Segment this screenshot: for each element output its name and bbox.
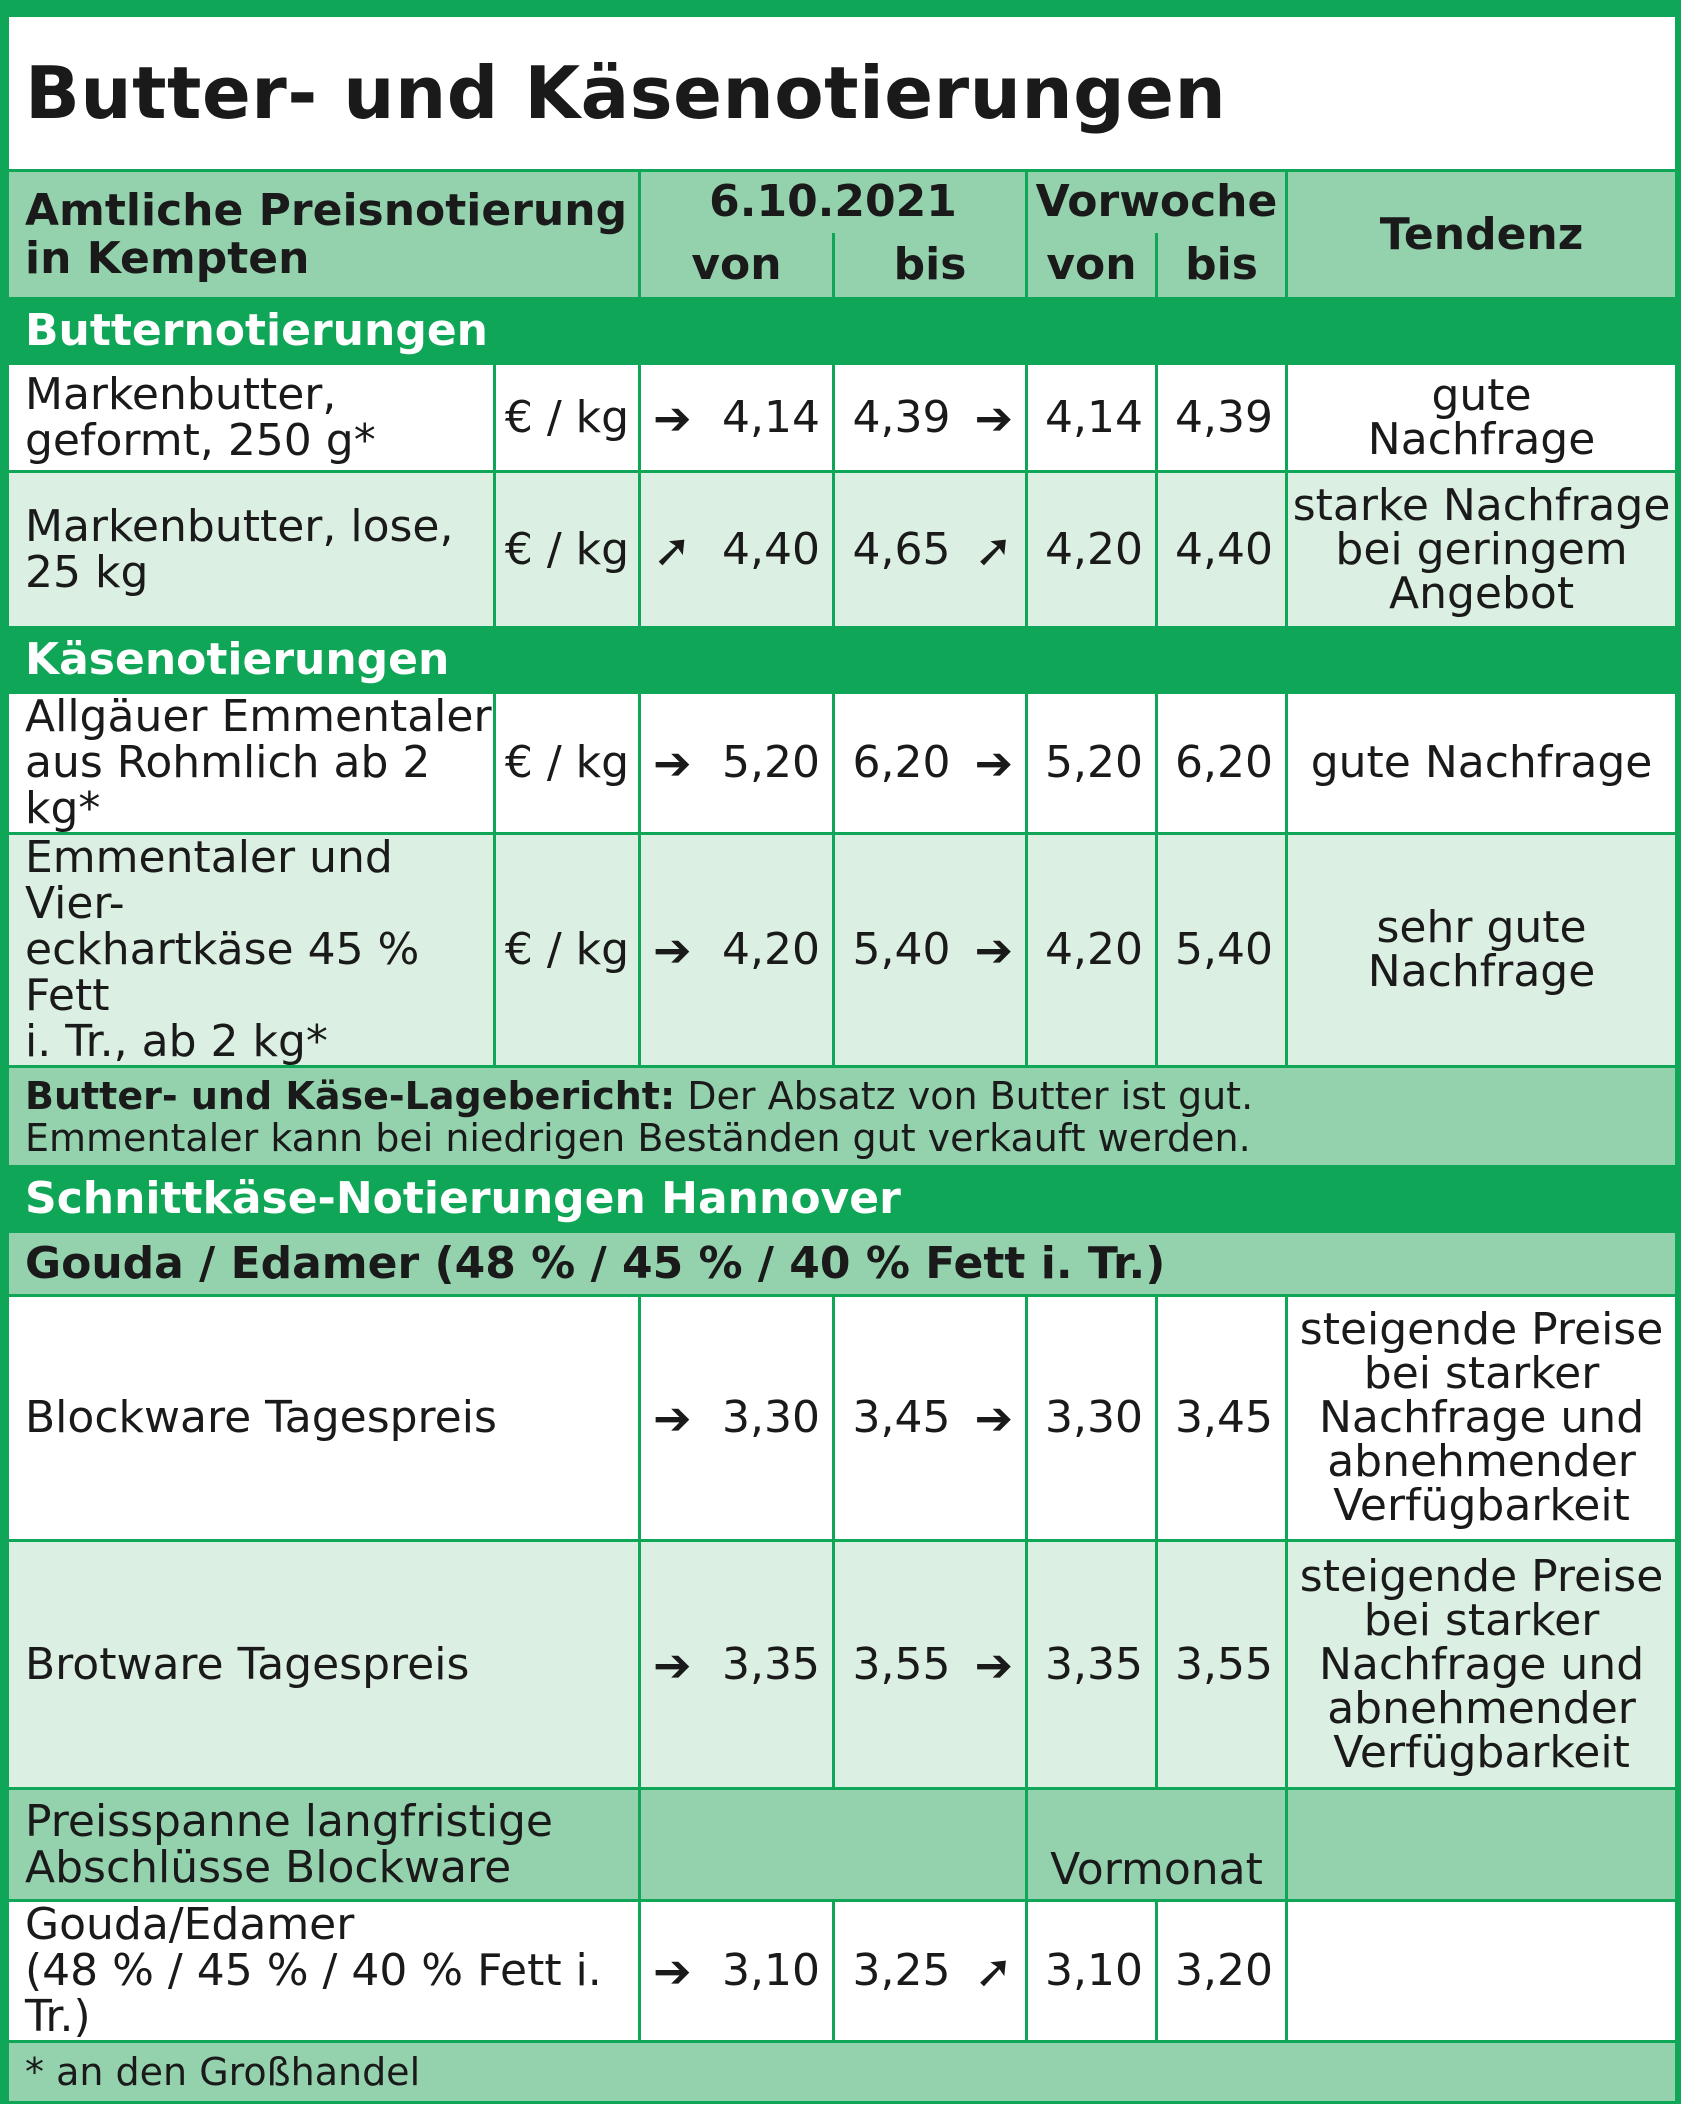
table-row — [8, 472, 1677, 628]
longterm-header-row — [8, 1789, 1677, 1901]
report-text: Der Absatz von Butter ist gut. — [675, 1073, 1254, 1118]
prev-von: 3,30 — [1027, 1296, 1157, 1541]
header-date: 6.10.2021 — [640, 171, 1027, 233]
price-von — [640, 693, 834, 834]
prev-von: 3,10 — [1027, 1901, 1157, 2042]
price-bis — [834, 472, 1027, 628]
prev-bis: 4,39 — [1157, 364, 1287, 472]
header-prev-bis: bis — [1157, 233, 1287, 299]
longterm-label — [8, 1789, 640, 1901]
tendency-line: bei starker — [1363, 1594, 1600, 1646]
tendency-line: starke Nachfrage — [1292, 479, 1671, 531]
unit: € / kg — [495, 834, 640, 1067]
price-bis — [834, 1541, 1027, 1789]
arrow-right-icon: ➔ — [974, 736, 1013, 790]
arrow-right-icon: ➔ — [653, 923, 692, 977]
product-name-line: Gouda/Edamer — [25, 1899, 355, 1950]
price-value: 4,20 — [722, 924, 820, 975]
product-name-line: eckhartkäse 45 % Fett — [25, 924, 420, 1021]
tendency-line: abnehmender — [1327, 1436, 1636, 1487]
unit: € / kg — [495, 472, 640, 628]
hannover-sub-row — [8, 1232, 1677, 1296]
report-label: Butter- und Käse-Lagebericht: — [25, 1073, 676, 1118]
page-title: Butter- und Käsenotierungen — [8, 16, 1677, 171]
header-tendency: Tendenz — [1287, 171, 1677, 299]
price-value: 4,14 — [722, 391, 820, 443]
header-prev-week: Vorwoche — [1027, 171, 1287, 233]
header-left — [8, 171, 640, 299]
cheese-section-row — [8, 628, 1677, 693]
header-von: von — [640, 233, 834, 299]
table-row — [8, 1541, 1677, 1789]
price-value: 3,55 — [852, 1638, 951, 1690]
arrow-right-icon: ➔ — [653, 1944, 692, 1998]
longterm-blank — [640, 1789, 1027, 1901]
tendency — [1287, 1541, 1677, 1789]
prev-von: 4,20 — [1027, 834, 1157, 1067]
header-row-1 — [8, 171, 1677, 233]
price-von — [640, 1901, 834, 2042]
product-name — [8, 693, 495, 834]
price-bis — [834, 1296, 1027, 1541]
product-name — [8, 472, 495, 628]
tendency-line: bei starker — [1363, 1348, 1600, 1399]
footnote-row — [8, 2042, 1677, 2103]
price-value: 3,30 — [722, 1392, 820, 1443]
title-row — [8, 16, 1677, 171]
table-row — [8, 1296, 1677, 1541]
longterm-label-line: Abschlüsse Blockware — [25, 1841, 512, 1893]
arrow-right-icon: ➔ — [974, 1391, 1013, 1445]
tendency-line: abnehmender — [1327, 1682, 1636, 1734]
tendency-line: Nachfrage — [1367, 413, 1596, 465]
tendency — [1287, 834, 1677, 1067]
product-name-line: geformt, 250 g* — [25, 414, 376, 466]
price-value: 3,45 — [852, 1392, 951, 1443]
arrow-right-icon: ➔ — [974, 923, 1013, 977]
gouda-edamer-subheading: Gouda / Edamer (48 % / 45 % / 40 % Fett i. Tr.) — [8, 1232, 1677, 1296]
price-value: 4,65 — [852, 523, 951, 575]
product-name — [8, 364, 495, 472]
product-name: Blockware Tagespreis — [8, 1296, 640, 1541]
hannover-section-title: Schnittkäse-Notierungen Hannover — [8, 1167, 1677, 1232]
header-left-line2: in Kempten — [25, 232, 310, 284]
prev-von: 5,20 — [1027, 693, 1157, 834]
prev-bis: 3,20 — [1157, 1901, 1287, 2042]
price-value: 4,39 — [852, 391, 951, 443]
report-line1 — [25, 1075, 1675, 1117]
tendency-line: Angebot — [1388, 567, 1575, 619]
price-value: 3,10 — [722, 1945, 820, 1996]
table-row — [8, 693, 1677, 834]
price-von — [640, 1541, 834, 1789]
unit: € / kg — [495, 693, 640, 834]
arrow-right-icon: ➔ — [974, 1637, 1013, 1692]
product-name-line: Markenbutter, — [25, 368, 337, 420]
product-name — [8, 834, 495, 1067]
arrow-right-icon: ➔ — [653, 390, 692, 445]
price-bis — [834, 834, 1027, 1067]
price-von — [640, 364, 834, 472]
price-von — [640, 834, 834, 1067]
arrow-up-icon: ➚ — [974, 1944, 1013, 1998]
butter-section-title: Butternotierungen — [8, 299, 1677, 364]
tendency-line: Nachfrage und — [1318, 1638, 1645, 1690]
tendency-empty — [1287, 1901, 1677, 2042]
price-bis — [834, 1901, 1027, 2042]
prev-bis: 5,40 — [1157, 834, 1287, 1067]
arrow-right-icon: ➔ — [653, 1391, 692, 1445]
price-value: 6,20 — [852, 737, 951, 788]
header-prev-von: von — [1027, 233, 1157, 299]
product-name — [8, 1901, 640, 2042]
prev-von: 3,35 — [1027, 1541, 1157, 1789]
tendency — [1287, 1296, 1677, 1541]
unit: € / kg — [495, 364, 640, 472]
product-name-line: 25 kg — [25, 546, 149, 598]
longterm-label-line: Preisspanne langfristige — [25, 1795, 553, 1847]
price-bis — [834, 364, 1027, 472]
footnote: * an den Großhandel — [8, 2042, 1677, 2103]
price-value: 4,40 — [722, 523, 820, 575]
product-name-line: Allgäuer Emmentaler — [25, 691, 492, 742]
product-name-line: (48 % / 45 % / 40 % Fett i. Tr.) — [25, 1945, 602, 2042]
price-table — [6, 14, 1678, 2104]
tendency-line: steigende Preise — [1299, 1550, 1664, 1602]
product-name: Brotware Tagespreis — [8, 1541, 640, 1789]
tendency-line: bei geringem — [1335, 523, 1628, 575]
butter-section-row — [8, 299, 1677, 364]
report-row — [8, 1067, 1677, 1167]
arrow-up-icon: ➚ — [653, 522, 692, 577]
tendency-line: Nachfrage und — [1318, 1392, 1645, 1443]
prev-bis: 3,45 — [1157, 1296, 1287, 1541]
table-row — [8, 1901, 1677, 2042]
price-bis — [834, 693, 1027, 834]
product-name-line: Markenbutter, lose, — [25, 500, 454, 552]
price-von — [640, 1296, 834, 1541]
prev-bis: 3,55 — [1157, 1541, 1287, 1789]
longterm-blank-tendency — [1287, 1789, 1677, 1901]
table-row — [8, 834, 1677, 1067]
report-line2: Emmentaler kann bei niedrigen Beständen gut verkauft werden. — [25, 1115, 1251, 1160]
prev-von: 4,14 — [1027, 364, 1157, 472]
tendency — [1287, 472, 1677, 628]
tendency — [1287, 364, 1677, 472]
header-left-line1: Amtliche Preisnotierung — [25, 184, 628, 236]
price-value: 5,40 — [852, 924, 951, 975]
prev-month-label: Vormonat — [1027, 1789, 1287, 1901]
arrow-up-icon: ➚ — [974, 522, 1013, 577]
tendency-line: Verfügbarkeit — [1333, 1480, 1630, 1531]
tendency-line: Verfügbarkeit — [1333, 1726, 1630, 1778]
tendency-line: sehr gute — [1376, 902, 1587, 953]
hannover-section-row — [8, 1167, 1677, 1232]
tendency-line: gute — [1431, 369, 1532, 421]
arrow-right-icon: ➔ — [653, 1637, 692, 1692]
price-value: 3,25 — [852, 1945, 951, 1996]
tendency-line: steigende Preise — [1299, 1304, 1664, 1355]
arrow-right-icon: ➔ — [974, 390, 1013, 445]
prev-bis: 4,40 — [1157, 472, 1287, 628]
table-row — [8, 364, 1677, 472]
tendency-line: Nachfrage — [1367, 946, 1596, 997]
situation-report — [8, 1067, 1677, 1167]
prev-von: 4,20 — [1027, 472, 1157, 628]
price-value: 5,20 — [722, 737, 820, 788]
product-name-line: Emmentaler und Vier- — [25, 832, 393, 929]
prev-bis: 6,20 — [1157, 693, 1287, 834]
arrow-right-icon: ➔ — [653, 736, 692, 790]
product-name-line: i. Tr., ab 2 kg* — [25, 1016, 328, 1067]
tendency: gute Nachfrage — [1287, 693, 1677, 834]
price-von — [640, 472, 834, 628]
price-value: 3,35 — [722, 1638, 820, 1690]
cheese-section-title: Käsenotierungen — [8, 628, 1677, 693]
product-name-line: aus Rohmlich ab 2 kg* — [25, 737, 431, 834]
header-bis: bis — [834, 233, 1027, 299]
